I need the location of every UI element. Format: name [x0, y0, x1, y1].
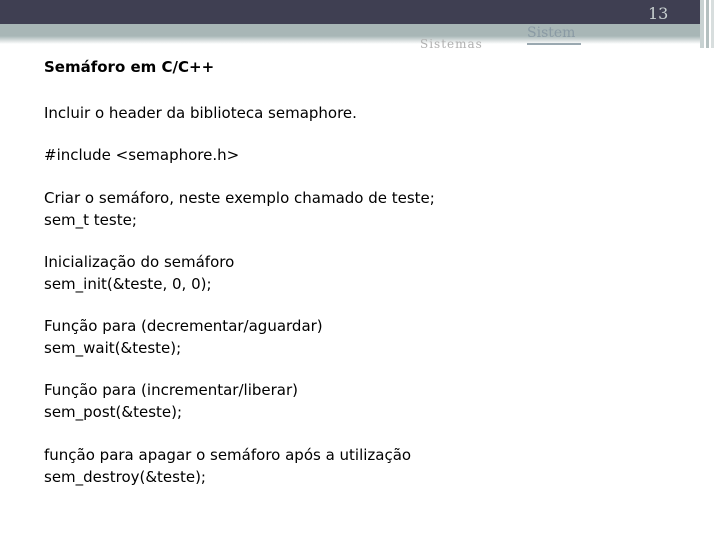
code-line-post: sem_post(&teste);: [44, 403, 183, 421]
text-line-create: Criar o semáforo, neste exemplo chamado de teste;: [44, 189, 435, 207]
text-line-wait: Função para (decrementar/aguardar): [44, 317, 323, 335]
code-line-include: #include <semaphore.h>: [44, 146, 240, 164]
text-line-include-header: Incluir o header da biblioteca semaphore.: [44, 104, 357, 122]
text-line-init: Inicialização do semáforo: [44, 253, 235, 271]
slide-title: Semáforo em C/C++: [44, 58, 215, 76]
code-line-init: sem_init(&teste, 0, 0);: [44, 275, 212, 293]
code-line-declare: sem_t teste;: [44, 211, 137, 229]
page-number: 13: [648, 4, 669, 23]
text-line-post: Função para (incrementar/liberar): [44, 381, 298, 399]
text-line-destroy: função para apagar o semáforo após a utilização: [44, 446, 412, 464]
header-bar-fade: [0, 36, 700, 44]
header-bar-dark: [0, 0, 700, 24]
code-line-destroy: sem_destroy(&teste);: [44, 468, 206, 486]
header-edge-stripe: [711, 0, 714, 48]
header-underline: [527, 43, 581, 45]
header-edge-stripe: [700, 0, 704, 48]
code-line-wait: sem_wait(&teste);: [44, 339, 182, 357]
header-edge-stripe: [706, 0, 709, 48]
header-section-text: Sistem: [527, 25, 576, 41]
header-ghost-text: Sistemas: [420, 37, 483, 51]
